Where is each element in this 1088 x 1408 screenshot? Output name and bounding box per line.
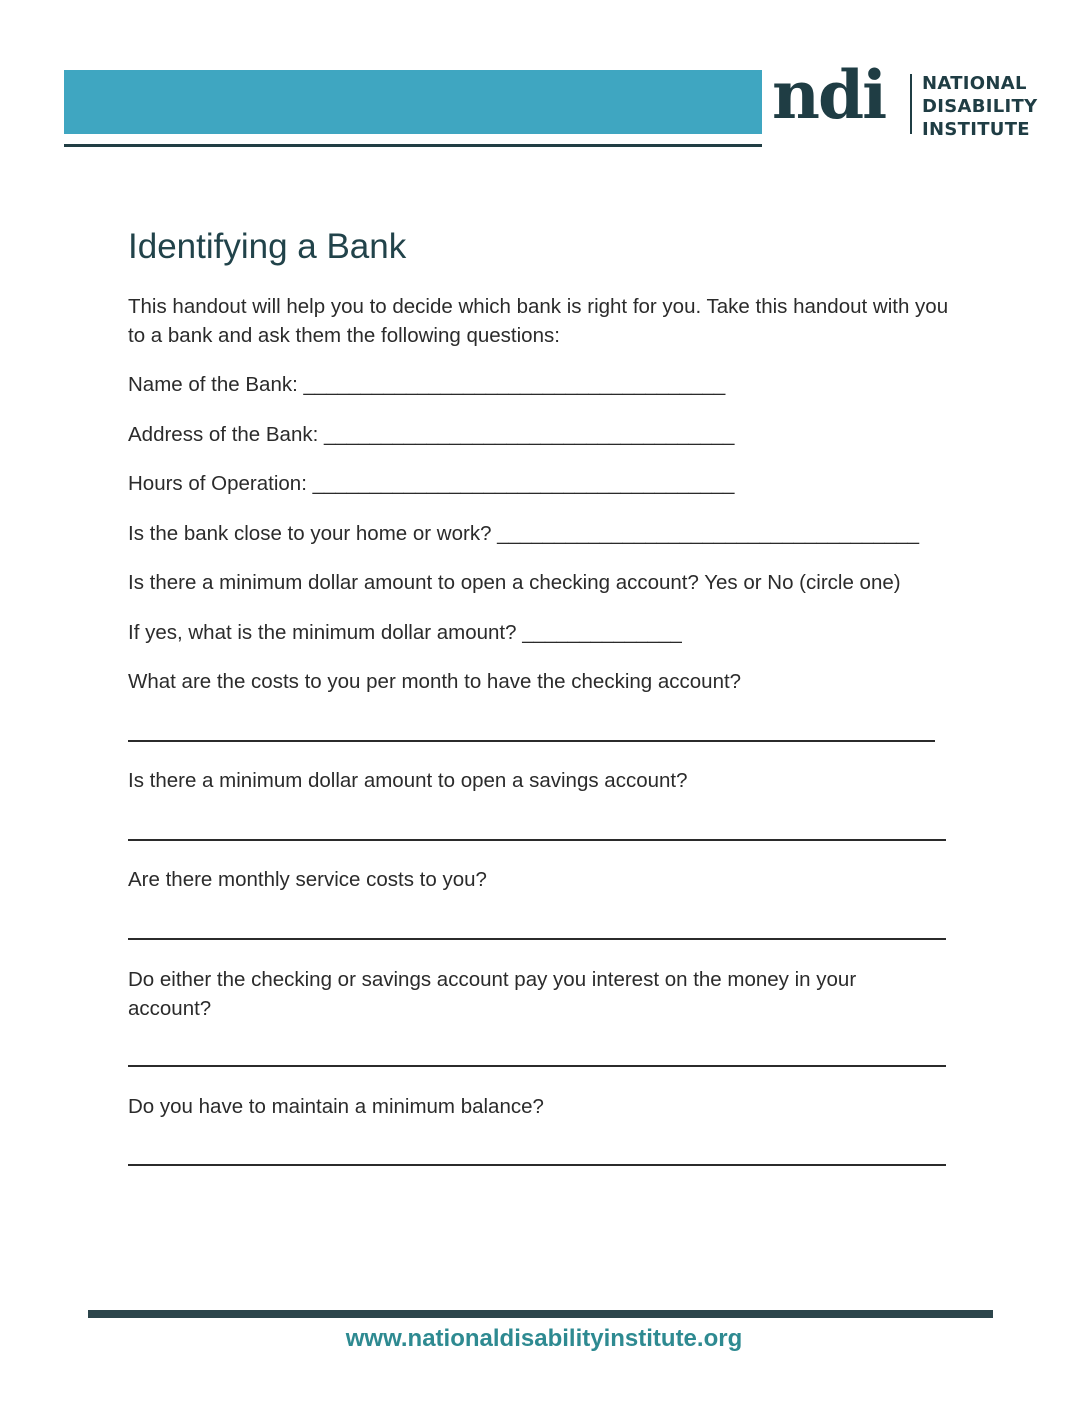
logo-word-national: NATIONAL — [922, 73, 1027, 94]
answer-line-interest[interactable] — [128, 1065, 946, 1067]
question-checking-costs: What are the costs to you per month to have the checking account? — [128, 670, 742, 693]
question-bank-address[interactable]: Address of the Bank: ____________________________________ — [128, 423, 735, 446]
question-min-balance: Do you have to maintain a minimum balance? — [128, 1095, 544, 1118]
logo-mark: ndi — [772, 56, 886, 134]
logo-wordmark — [922, 72, 1037, 141]
header-rule — [64, 144, 762, 147]
question-interest: Do either the checking or savings account pay you interest on the money in your account? — [128, 968, 857, 1020]
footer-rule — [88, 1310, 993, 1318]
ndi-logo — [772, 56, 1042, 140]
page-title: Identifying a Bank — [128, 227, 407, 266]
footer-website-link[interactable]: www.nationaldisabilityinstitute.org — [345, 1325, 743, 1352]
answer-line-min-balance[interactable] — [128, 1164, 946, 1166]
logo-divider — [910, 74, 912, 134]
question-min-checking: Is there a minimum dollar amount to open a checking account? Yes or No (circle one) — [128, 571, 901, 594]
logo-word-disability: DISABILITY — [922, 96, 1038, 117]
logo-word-institute: INSTITUTE — [922, 119, 1030, 140]
intro-paragraph: This handout will help you to decide which bank is right for you. Take this handout with you to a bank and ask them the following questions: — [128, 295, 949, 347]
answer-line-service-costs[interactable] — [128, 938, 946, 940]
question-min-amount[interactable]: If yes, what is the minimum dollar amount? ______________ — [128, 621, 682, 644]
question-bank-name[interactable]: Name of the Bank: _____________________________________ — [128, 373, 726, 396]
question-close-to-home[interactable]: Is the bank close to your home or work? _____________________________________ — [128, 522, 920, 545]
answer-line-min-savings[interactable] — [128, 839, 946, 841]
question-hours[interactable]: Hours of Operation: _____________________________________ — [128, 472, 735, 495]
header-band — [64, 70, 762, 134]
answer-line-checking-costs[interactable] — [128, 740, 935, 742]
question-service-costs: Are there monthly service costs to you? — [128, 868, 487, 891]
question-min-savings: Is there a minimum dollar amount to open a savings account? — [128, 769, 688, 792]
